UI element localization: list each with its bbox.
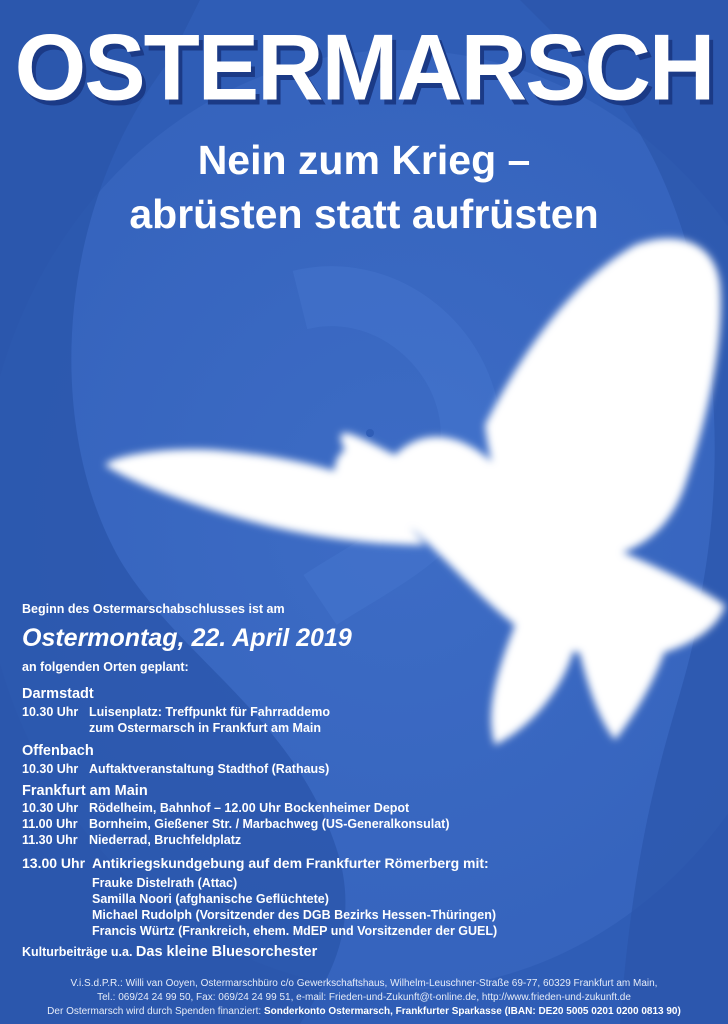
location-text: Rödelheim, Bahnhof – 12.00 Uhr Bockenheimer Depot (89, 801, 410, 815)
footer-line-2: Tel.: 069/24 24 99 50, Fax: 069/24 24 99 51, e-mail: Frieden-und-Zukunft@t-online.de, http://www.frieden-und-zukunft.de (97, 992, 631, 1003)
frankfurt-row (22, 833, 241, 847)
speaker: Samilla Noori (afghanische Geflüchtete) (92, 892, 329, 906)
subtitle-line-1: Nein zum Krieg – (197, 137, 531, 183)
intro-text: Beginn des Ostermarschabschlusses ist am (22, 602, 285, 616)
footer-line-3-prefix: Der Ostermarsch wird durch Spenden finanziert: (47, 1006, 262, 1017)
city-offenbach: Offenbach (22, 743, 94, 759)
city-darmstadt: Darmstadt (22, 686, 94, 702)
speaker: Francis Würtz (Frankreich, ehem. MdEP und Vorsitzender der GUEL) (92, 924, 498, 938)
subtitle-line-2: abrüsten statt aufrüsten (129, 191, 599, 237)
culture-prefix: Kulturbeiträge u.a. (22, 945, 133, 959)
time: 10.30 Uhr (22, 762, 79, 776)
footer-line-1: V.i.S.d.P.R.: Willi van Ooyen, Ostermarschbüro c/o Gewerkschaftshaus, Wilhelm-Leuschner-Straße 69-77, 60329 Frankfurt am Main, (70, 978, 658, 989)
location-text: Niederrad, Bruchfeldplatz (89, 833, 242, 847)
location-text: Auftaktveranstaltung Stadthof (Rathaus) (89, 762, 330, 776)
time: 11.00 Uhr (22, 817, 78, 831)
location-text: Luisenplatz: Treffpunkt für Fahrraddemo (89, 705, 330, 719)
culture-line (22, 944, 317, 960)
rally-line (22, 855, 489, 871)
darmstadt-row (22, 705, 330, 719)
darmstadt-row-cont: zum Ostermarsch in Frankfurt am Main (89, 721, 322, 735)
time: 10.30 Uhr (22, 705, 79, 719)
speaker: Frauke Distelrath (Attac) (92, 876, 238, 890)
offenbach-row (22, 762, 329, 776)
culture-band: Das kleine Bluesorchester (135, 944, 318, 960)
rally-time: 13.00 Uhr (22, 855, 86, 871)
frankfurt-row (22, 801, 409, 815)
frankfurt-row (22, 817, 450, 831)
city-frankfurt: Frankfurt am Main (22, 783, 148, 799)
peace-dove-icon (95, 225, 728, 765)
time: 10.30 Uhr (22, 801, 79, 815)
poster-title: OSTERMARSCH (14, 15, 714, 121)
speaker: Michael Rudolph (Vorsitzender des DGB Bezirks Hessen-Thüringen) (92, 908, 496, 922)
location-text: Bornheim, Gießener Str. / Marbachweg (US-Generalkonsulat) (89, 817, 450, 831)
footer-account: Sonderkonto Ostermarsch, Frankfurter Sparkasse (IBAN: DE20 5005 0201 0200 0813 90) (263, 1006, 681, 1017)
places-intro: an folgenden Orten geplant: (22, 660, 189, 674)
event-date: Ostermontag, 22. April 2019 (22, 624, 352, 652)
rally-text: Antikriegskundgebung auf dem Frankfurter Römerberg mit: (92, 855, 489, 871)
time: 11.30 Uhr (22, 833, 78, 847)
footer-line-3 (0, 1006, 728, 1017)
